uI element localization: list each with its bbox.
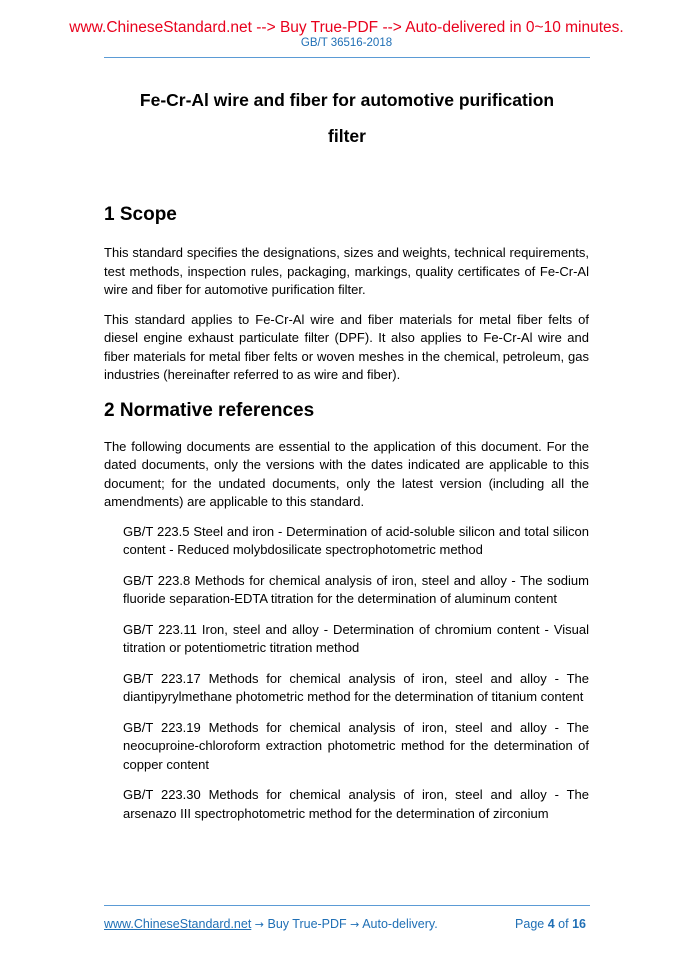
promo-banner[interactable]: www.ChineseStandard.net --> Buy True-PDF --> Auto-delivered in 0~10 minutes.	[69, 19, 624, 36]
footer-buy-text: Buy True-PDF	[267, 917, 347, 931]
page-label: Page	[515, 917, 545, 931]
reference-item: GB/T 223.8 Methods for chemical analysis of iron, steel and alloy - The sodium fluoride separation-EDTA titration for the determination of aluminum content	[123, 572, 589, 606]
reference-item: GB/T 223.19 Methods for chemical analysis of iron, steel and alloy - The neocuproine-chloroform extraction photometric method for the determination of copper content	[123, 719, 589, 772]
total-pages-number: 16	[572, 917, 586, 931]
title-line-1: Fe-Cr-Al wire and fiber for automotive purification	[139, 90, 555, 110]
reference-item: GB/T 223.5 Steel and iron - Determination of acid-soluble silicon and total silicon content - Reduced molybdosilicate spectrophotometric method	[123, 523, 589, 557]
reference-item: GB/T 223.17 Methods for chemical analysis of iron, steel and alloy - The diantipyrylmethane photometric method for the determination of titanium content	[123, 670, 589, 704]
document-title	[104, 82, 590, 154]
footer-site-link[interactable]: www.ChineseStandard.net	[104, 917, 252, 931]
document-body	[104, 200, 589, 835]
arrow-icon: →	[350, 918, 360, 931]
standard-code: GB/T 36516-2018	[300, 37, 393, 49]
header-divider	[104, 57, 590, 58]
section-heading-scope: 1 Scope	[104, 204, 177, 225]
footer-delivery-text: Auto-delivery.	[362, 917, 438, 931]
section-heading-normative-references: 2 Normative references	[104, 399, 315, 421]
title-line-2: filter	[328, 126, 366, 146]
page-footer	[104, 916, 590, 933]
current-page-number: 4	[547, 917, 555, 931]
page-indicator	[515, 916, 586, 932]
reference-item: GB/T 223.30 Methods for chemical analysis of iron, steel and alloy - The arsenazo III spectrophotometric method for the determination of zirconium	[123, 787, 589, 821]
of-label: of	[558, 917, 569, 931]
footer-divider	[104, 905, 590, 906]
scope-paragraph-2: This standard applies to Fe-Cr-Al wire and fiber materials for metal fiber felts of diesel engine exhaust particulate filter (DPF). It also applies to Fe-Cr-Al wire and fiber materials for metal fiber felts or woven meshes in the chemical, petroleum, gas industries (hereinafter referred to as wire and fiber).	[104, 311, 589, 382]
arrow-icon: →	[254, 918, 265, 931]
references-intro: The following documents are essential to the application of this document. For the dated documents, only the versions with the dates indicated are applicable to this document; for the undated documents, only the latest version (including all the amendments) are applicable to this standard.	[104, 438, 589, 509]
reference-item: GB/T 223.11 Iron, steel and alloy - Determination of chromium content - Visual titration or potentiometric titration method	[123, 621, 589, 655]
scope-paragraph-1: This standard specifies the designations, sizes and weights, technical requirements, test methods, inspection rules, packaging, markings, quality certificates of Fe-Cr-Al wire and fiber for automotive purification filter.	[104, 245, 589, 297]
